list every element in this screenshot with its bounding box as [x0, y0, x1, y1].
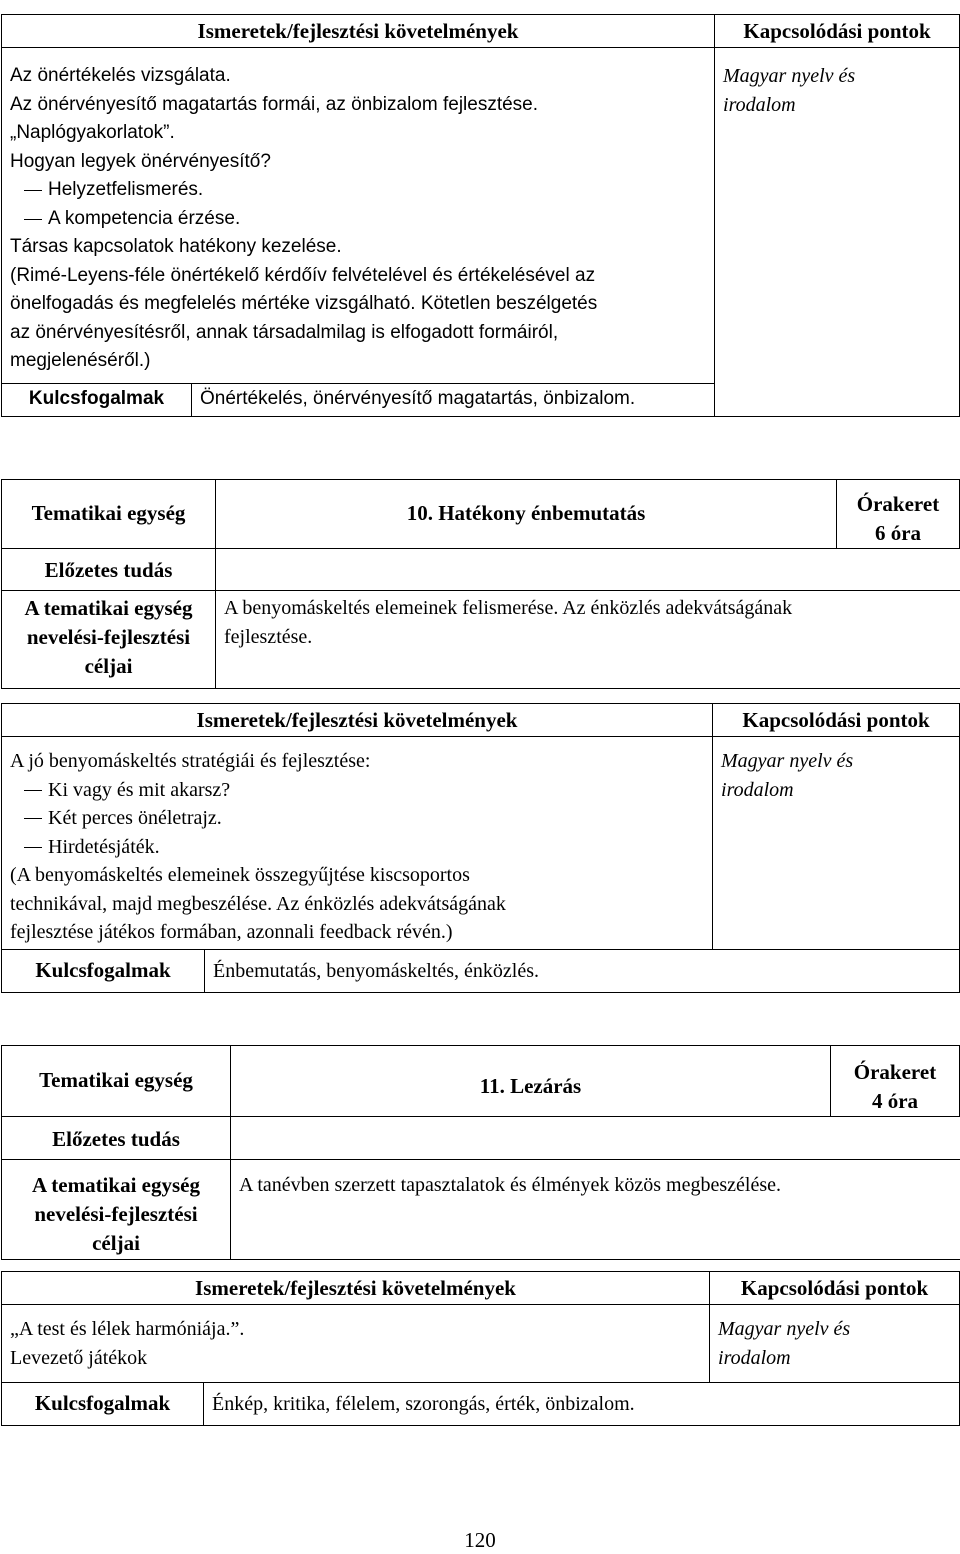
goals-line: A tanévben szerzett tapasztalatok és élmények közös megbeszélése. — [239, 1174, 781, 1196]
goals-label-line: nevelési-fejlesztési — [34, 1202, 198, 1226]
block9-header-knowledge: Ismeretek/fejlesztési követelmények — [2, 15, 715, 48]
page-number: 120 — [464, 1528, 496, 1552]
content-line: A jó benyomáskeltés stratégiái és fejlesztése: — [10, 750, 371, 772]
block10-hours — [837, 480, 960, 549]
block10-key-label: Kulcsfogalmak — [2, 949, 205, 992]
goals-line: fejlesztése. — [224, 625, 313, 648]
block11-unit-title: 11. Lezárás — [231, 1046, 831, 1117]
block10-connections — [713, 737, 960, 950]
block11-header-table — [1, 1045, 960, 1260]
goals-label-line: nevelési-fejlesztési — [26, 625, 191, 649]
content-line: Az önértékelés vizsgálata. — [10, 65, 231, 86]
goals-label-line: A tematikai egység — [32, 1173, 200, 1197]
block10-key-value: Énbemutatás, benyomáskeltés, énközlés. — [205, 949, 713, 992]
goals-line: A benyomáskeltés elemeinek felismerése. Az énközlés adekvátságának — [224, 597, 793, 619]
block11-content-table — [1, 1271, 960, 1426]
connection-line: Magyar nyelv és — [718, 1318, 851, 1340]
hours-value: 4 óra — [871, 1089, 919, 1113]
content-line: az önérvényesítésről, annak társadalmilag is elfogadott formáiról, — [10, 321, 559, 343]
block9-key-value: Önértékelés, önérvényesítő magatartás, önbizalom. — [192, 384, 715, 417]
hours-label: Órakeret — [853, 1060, 937, 1084]
block10-content-table — [1, 703, 960, 993]
block9-connections — [715, 48, 960, 417]
connection-line: Magyar nyelv és — [723, 65, 856, 87]
dash-item: Ki vagy és mit akarsz? — [10, 776, 704, 805]
block11-goals — [231, 1160, 960, 1260]
content-line: „Naplógyakorlatok”. — [10, 122, 175, 143]
dash-item: Két perces önéletrajz. — [10, 804, 704, 833]
block11-unit-label: Tematikai egység — [2, 1046, 231, 1117]
block9-content — [2, 48, 715, 384]
content-line: technikával, majd megbeszélése. Az énközlés adekvátságának — [10, 892, 506, 915]
block10-header-knowledge: Ismeretek/fejlesztési követelmények — [2, 704, 713, 737]
block11-hours — [831, 1046, 960, 1117]
dash-item: A kompetencia érzése. — [10, 205, 706, 234]
content-line: fejlesztése játékos formában, azonnali feedback révén.) — [10, 921, 453, 943]
content-line: (Rimé-Leyens-féle önértékelő kérdőív felvételével és értékelésével az — [10, 264, 596, 286]
block10-prior-label: Előzetes tudás — [2, 549, 216, 591]
block10-header-connections: Kapcsolódási pontok — [713, 704, 960, 737]
block11-prior-label: Előzetes tudás — [2, 1117, 231, 1160]
content-line: Az önérvényesítő magatartás formái, az önbizalom fejlesztése. — [10, 93, 539, 115]
block10-prior-value — [216, 549, 960, 591]
block11-header-connections: Kapcsolódási pontok — [710, 1272, 960, 1305]
block11-key-value: Énkép, kritika, félelem, szorongás, érték, önbizalom. — [204, 1383, 710, 1426]
content-line: megjelenéséről.) — [10, 350, 151, 371]
connection-line: irodalom — [718, 1346, 791, 1369]
connection-line: irodalom — [721, 778, 794, 801]
block11-prior-value — [231, 1117, 960, 1160]
block10-goals — [216, 591, 960, 689]
block11-key-filler — [710, 1383, 960, 1426]
goals-label-line: céljai — [92, 1231, 140, 1255]
block10-unit-label: Tematikai egység — [2, 480, 216, 549]
content-line: Társas kapcsolatok hatékony kezelése. — [10, 236, 342, 257]
goals-label-line: céljai — [84, 654, 133, 678]
content-line: önelfogadás és megfelelés mértéke vizsgálható. Kötetlen beszélgetés — [10, 293, 598, 314]
dash-item: Hirdetésjáték. — [10, 833, 704, 862]
dash-item: Helyzetfelismerés. — [10, 176, 706, 205]
content-line: „A test és lélek harmóniája.”. — [10, 1318, 245, 1340]
block10-key-filler — [713, 949, 960, 992]
content-line: (A benyomáskeltés elemeinek összegyűjtése kiscsoportos — [10, 864, 470, 886]
content-line: Hogyan legyek önérvényesítő? — [10, 150, 271, 172]
block11-content — [2, 1305, 710, 1383]
block10-content — [2, 737, 713, 950]
block9-table — [1, 14, 960, 417]
block10-unit-title: 10. Hatékony énbemutatás — [216, 480, 837, 549]
hours-label: Órakeret — [856, 492, 940, 516]
goals-label-line: A tematikai egység — [24, 596, 193, 620]
block11-goals-label — [2, 1160, 231, 1260]
block11-connections — [710, 1305, 960, 1383]
connection-line: Magyar nyelv és — [721, 750, 854, 772]
hours-value: 6 óra — [874, 521, 922, 545]
connection-line: irodalom — [723, 93, 796, 116]
block9-header-connections: Kapcsolódási pontok — [715, 15, 960, 48]
block9-key-label: Kulcsfogalmak — [2, 384, 192, 417]
block11-key-label: Kulcsfogalmak — [2, 1383, 204, 1426]
content-line: Levezető játékok — [10, 1346, 148, 1369]
block10-goals-label — [2, 591, 216, 689]
block10-header-table — [1, 479, 960, 689]
block11-header-knowledge: Ismeretek/fejlesztési követelmények — [2, 1272, 710, 1305]
